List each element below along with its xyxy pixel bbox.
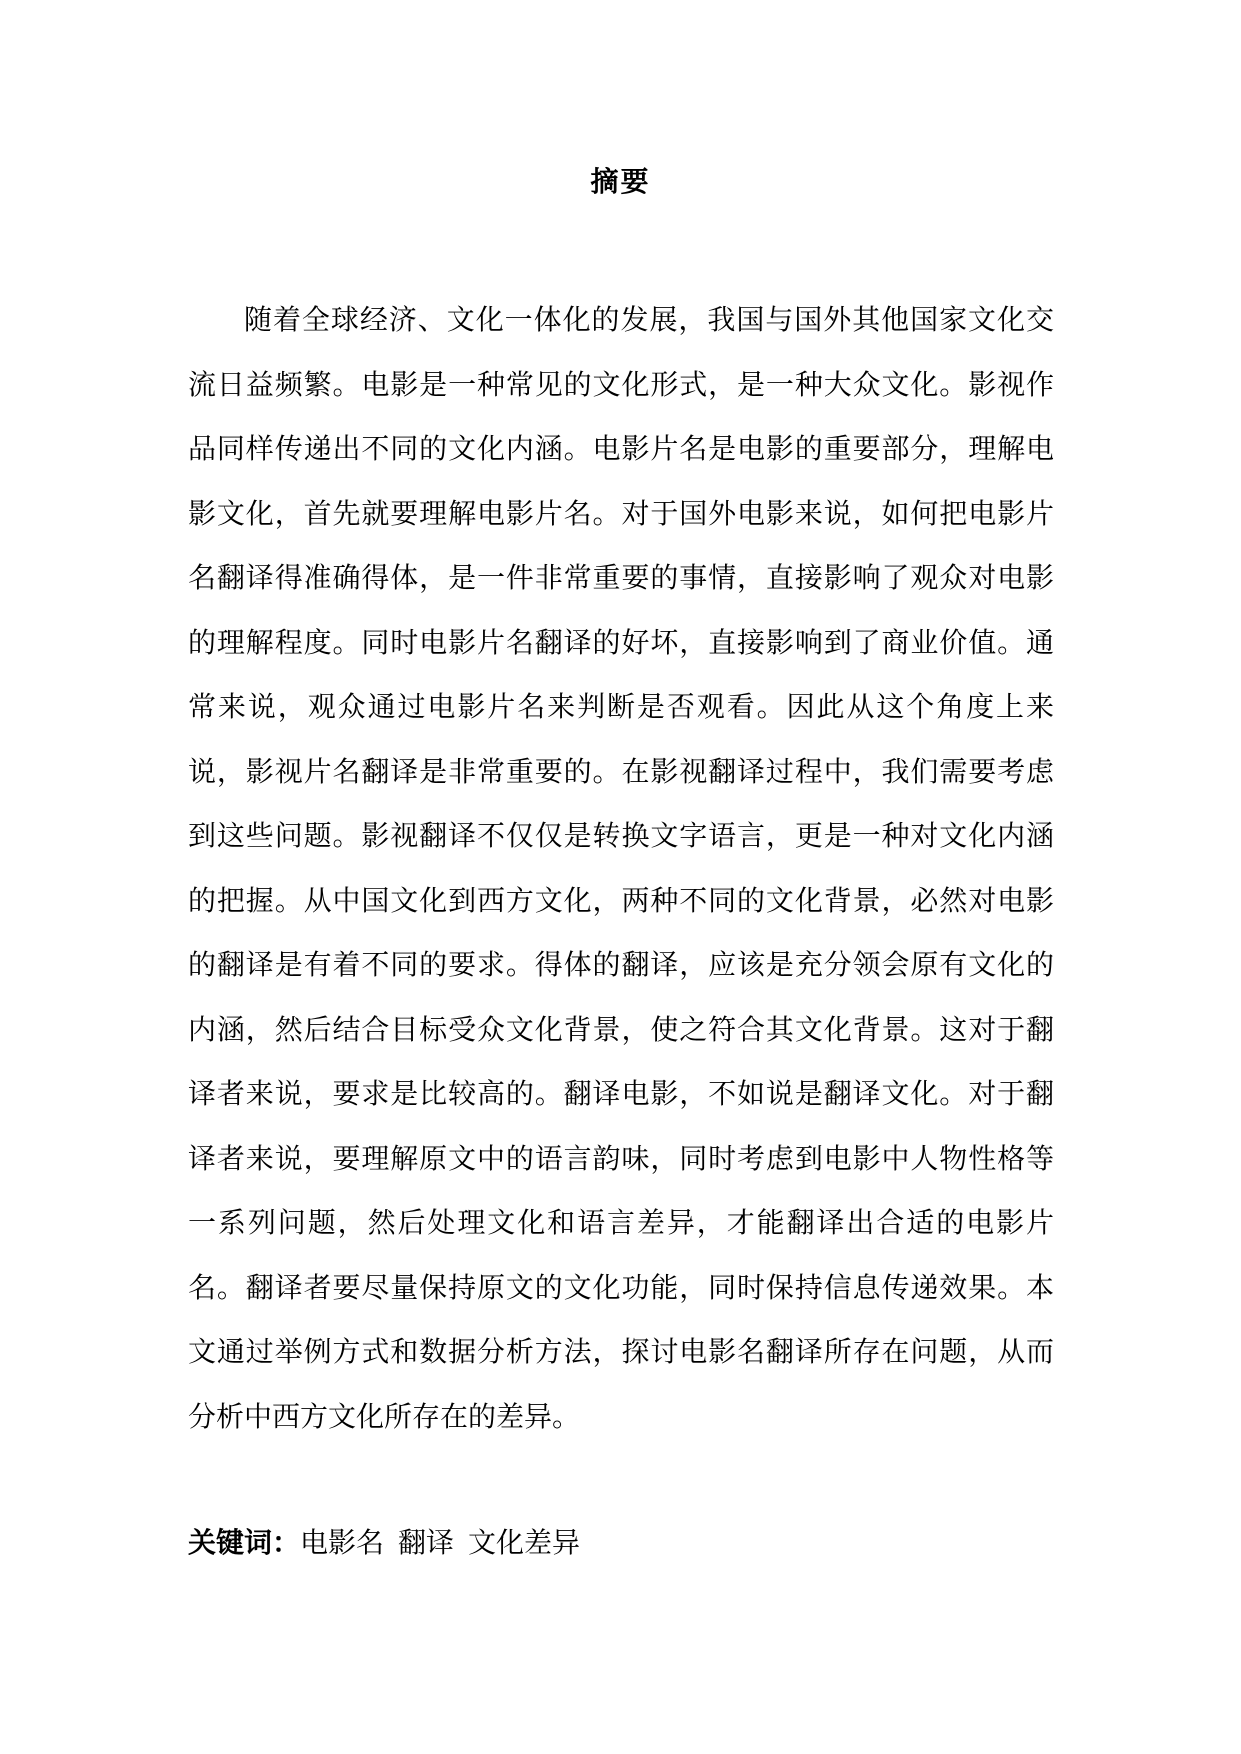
keywords-label: 关键词： <box>188 1526 301 1559</box>
keyword-item: 翻译 <box>398 1526 455 1559</box>
abstract-paragraph: 随着全球经济、文化一体化的发展，我国与国外其他国家文化交流日益频繁。电影是一种常见的文化形式，是一种大众文化。影视作品同样传递出不同的文化内涵。电影片名是电影的重要部分，理解电影文化，首先就要理解电影片名。对于国外电影来说，如何把电影片名翻译得准确得体，是一件非常重要的事情，直接影响了观众对电影的理解程度。同时电影片名翻译的好坏，直接影响到了商业价值。通常来说，观众通过电影片名来判断是否观看。因此从这个角度上来说，影视片名翻译是非常重要的。在影视翻译过程中，我们需要考虑到这些问题。影视翻译不仅仅是转换文字语言，更是一种对文化内涵的把握。从中国文化到西方文化，两种不同的文化背景，必然对电影的翻译是有着不同的要求。得体的翻译，应该是充分领会原有文化的内涵，然后结合目标受众文化背景，使之符合其文化背景。这对于翻译者来说，要求是比较高的。翻译电影，不如说是翻译文化。对于翻译者来说，要理解原文中的语言韵味，同时考虑到电影中人物性格等一系列问题，然后处理文化和语言差异，才能翻译出合适的电影片名。翻译者要尽量保持原文的文化功能，同时保持信息传递效果。本文通过举例方式和数据分析方法，探讨电影名翻译所存在问题，从而分析中西方文化所存在的差异。 <box>188 303 1054 1433</box>
page-title: 摘要 <box>590 165 651 198</box>
keyword-item: 文化差异 <box>468 1526 581 1559</box>
keywords-line <box>188 1523 1054 1563</box>
keyword-item: 电影名 <box>300 1526 385 1559</box>
